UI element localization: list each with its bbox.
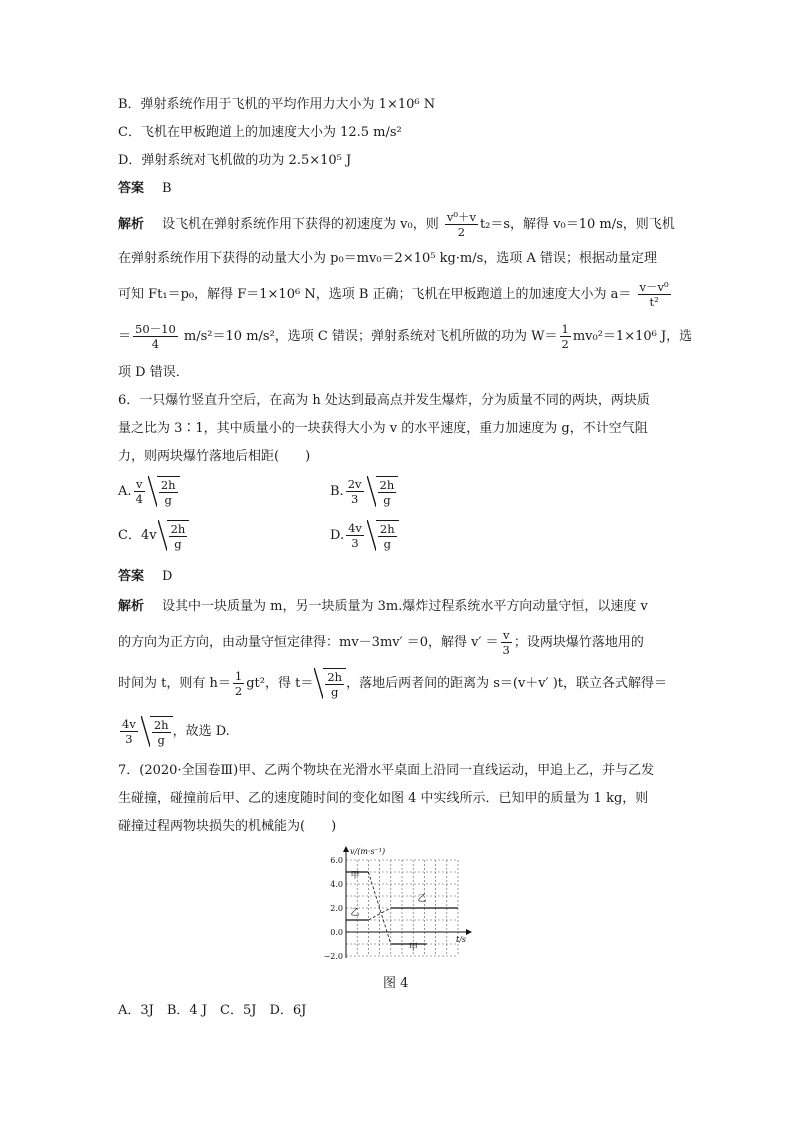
numerator: v－v⁰ — [639, 280, 669, 294]
numerator: 1 — [561, 322, 569, 336]
fraction — [133, 322, 178, 351]
q6-answer — [118, 568, 172, 586]
y-tick-label: 0.0 — [330, 928, 343, 937]
fraction — [346, 477, 364, 506]
fraction — [346, 521, 364, 550]
fraction — [152, 718, 171, 747]
numerator: 50－10 — [135, 322, 176, 336]
denominator: 4 — [135, 492, 143, 506]
q6-option-a — [118, 476, 180, 507]
q6-stem-line-3: 力，则两块爆竹落地后相距( ) — [118, 449, 311, 464]
sqrt — [158, 520, 190, 551]
x-axis-arrow — [466, 929, 472, 935]
analysis-text: 的方向为正方向，由动量守恒定律得：mv－3mv′ ＝0，解得 v′ ＝ — [118, 635, 499, 650]
answer-label: 答案 — [118, 569, 145, 584]
analysis-text: 设飞机在弹射系统作用下获得的初速度为 v₀，则 — [162, 217, 439, 232]
fraction — [233, 669, 244, 698]
fraction — [325, 670, 344, 699]
analysis-text: ＝ — [118, 329, 132, 344]
analysis-text: mv₀²＝1×10⁶ J，选 — [572, 329, 693, 344]
q5-option-d: D．弹射系统对飞机做的功为 2.5×10⁵ J — [118, 153, 352, 168]
q6-stem-line-2: 量之比为 3∶1，其中质量小的一块获得大小为 v 的水平速度，重力加速度为 g，不计空气阻 — [118, 421, 648, 436]
q6-analysis-line-2 — [118, 628, 644, 657]
q5-answer — [118, 180, 172, 198]
numerator: v — [501, 628, 512, 643]
numerator: 2h — [379, 522, 395, 536]
answer-value: B — [162, 181, 172, 196]
series-annotation: 乙 — [417, 893, 427, 904]
numerator: v⁰＋v — [446, 210, 476, 224]
series-annotation: 甲 — [408, 943, 418, 953]
fraction — [120, 717, 138, 746]
denominator: g — [157, 733, 165, 747]
sqrt — [314, 668, 346, 699]
numerator: 2h — [170, 522, 186, 536]
y-axis-label: v/(m·s⁻¹) — [350, 847, 386, 856]
analysis-label: 解析 — [118, 599, 145, 614]
analysis-text: 设其中一块质量为 m，另一块质量为 3m.爆炸过程系统水平方向动量守恒，以速度 v — [162, 599, 648, 614]
q5-analysis-line-3 — [118, 280, 673, 309]
y-tick-label: −2.0 — [323, 952, 343, 961]
numerator: 2h — [379, 478, 395, 492]
denominator: g — [331, 685, 339, 699]
answer-value: D — [162, 569, 173, 584]
q7-stem-line-1: 7．(2020·全国卷Ⅲ)甲、乙两个物块在光滑水平桌面上沿同一直线运动，甲追上乙，并与乙发 — [118, 763, 655, 778]
fraction — [159, 478, 178, 507]
sqrt — [148, 476, 180, 507]
analysis-text: m/s²＝10 m/s²，选项 C 错误；弹射系统对飞机所做的功为 W＝ — [179, 329, 558, 344]
denominator: g — [383, 493, 391, 507]
analysis-text: 时间为 t，则有 h＝ — [118, 676, 231, 691]
analysis-label: 解析 — [118, 217, 145, 232]
q5-analysis-line-5: 项 D 错误． — [118, 365, 189, 380]
y-axis-arrow — [343, 846, 349, 852]
denominator: 3 — [351, 536, 359, 550]
answer-label: 答案 — [118, 181, 145, 196]
fraction — [501, 628, 512, 657]
q7-stem-line-2: 生碰撞，碰撞前后甲、乙的速度随时间的变化如图 4 中实线所示．已知甲的质量为 1 kg，则 — [118, 791, 649, 806]
series-annotation: 乙 — [350, 908, 360, 919]
analysis-text: ，故选 D. — [172, 724, 230, 739]
q5-analysis-line-2: 在弹射系统作用下获得的动量大小为 p₀＝mv₀＝2×10⁵ kg·m/s，选项 A 错误；根据动量定理 — [118, 251, 657, 266]
numerator: 4v — [122, 717, 136, 731]
y-tick-label: 2.0 — [330, 904, 343, 913]
denominator: g — [164, 493, 172, 507]
q6-analysis-line-4 — [118, 716, 230, 747]
analysis-text: gt²，得 t＝ — [246, 676, 314, 691]
option-label: C．4v — [118, 528, 157, 543]
analysis-text: ，落地后两者间的距离为 s＝(v＋v′ )t，联立各式解得＝ — [346, 676, 668, 691]
denominator: 3 — [502, 643, 510, 657]
denominator: 2 — [234, 684, 243, 698]
denominator: 3 — [350, 492, 359, 506]
sqrt — [367, 476, 399, 507]
series-annotation: 甲 — [350, 871, 360, 881]
q6-option-d — [330, 520, 399, 551]
analysis-text: ；设两块爆竹落地用的 — [513, 635, 644, 650]
numerator: 2v — [347, 477, 362, 491]
fraction — [560, 322, 571, 351]
q6-analysis-line-3 — [118, 668, 667, 699]
numerator: 2h — [153, 718, 169, 732]
sqrt — [367, 520, 399, 551]
analysis-text: 可知 Ft₁＝p₀，解得 F＝1×10⁶ N，选项 B 正确；飞机在甲板跑道上的加速度大小为 a＝ — [118, 287, 632, 302]
numerator: v — [134, 477, 145, 492]
analysis-text: t₂＝s，解得 v₀＝10 m/s，则飞机 — [479, 217, 675, 232]
q6-option-c — [118, 520, 189, 551]
q7-stem-line-3: 碰撞过程两物块损失的机械能为( ) — [118, 819, 337, 834]
fraction — [445, 210, 478, 239]
numerator: 2h — [327, 670, 343, 684]
denominator: 3 — [125, 732, 133, 746]
numerator: 2h — [160, 478, 176, 492]
fraction — [378, 522, 397, 551]
q5-analysis-line-4 — [118, 322, 692, 351]
numerator: 1 — [234, 669, 243, 683]
q6-analysis-line-1 — [118, 598, 648, 616]
denominator: 4 — [151, 337, 160, 351]
q5-option-c: C．飞机在甲板跑道上的加速度大小为 12.5 m/s² — [118, 125, 402, 140]
denominator: t² — [649, 295, 659, 309]
q6-option-b — [330, 476, 398, 507]
denominator: g — [383, 537, 391, 551]
q5-option-b: B．弹射系统作用于飞机的平均作用力大小为 1×10⁶ N — [118, 97, 436, 112]
fraction — [378, 478, 397, 507]
figure-caption: 图 4 — [383, 976, 409, 991]
fraction — [169, 522, 188, 551]
option-label: A. — [118, 484, 132, 499]
q5-analysis-line-1 — [118, 210, 675, 239]
denominator: 2 — [561, 337, 569, 351]
option-label: D. — [330, 528, 345, 543]
y-tick-label: 4.0 — [330, 880, 343, 889]
option-label: B. — [330, 484, 344, 499]
q7-options: A．3J B．4 J C．5J D．6J — [118, 1003, 307, 1018]
q6-stem-line-1: 6．一只爆竹竖直升空后，在高为 h 处达到最高点并发生爆炸，分为质量不同的两块，两块质 — [118, 393, 650, 408]
velocity-time-chart — [318, 838, 488, 966]
fraction — [638, 280, 671, 309]
fraction — [134, 477, 145, 506]
x-axis-label: t/s — [456, 935, 467, 944]
denominator: 2 — [457, 225, 466, 239]
sqrt — [141, 716, 173, 747]
numerator: 4v — [348, 521, 362, 535]
y-tick-label: 6.0 — [330, 856, 343, 865]
denominator: g — [174, 537, 182, 551]
